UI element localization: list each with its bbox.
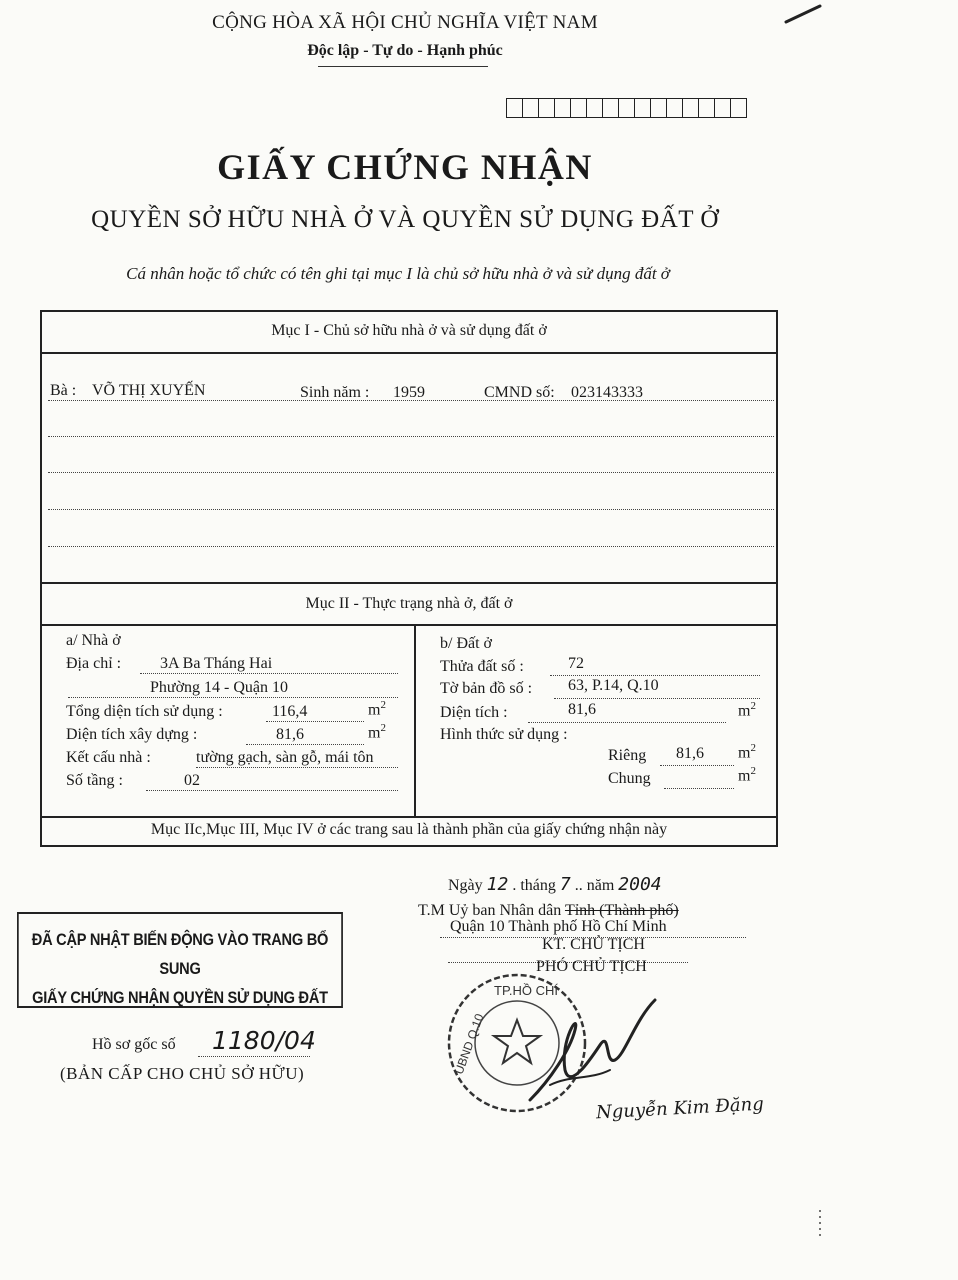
blank-dotted-line	[48, 472, 774, 473]
signer-title-2: PHÓ CHỦ TỊCH	[536, 958, 647, 975]
authority-line1: T.M Uỷ ban Nhân dân Tỉnh (Thành phố)	[418, 902, 679, 919]
address-line2: Phường 14 - Quận 10	[150, 679, 289, 696]
structure-value: tường gạch, sàn gỗ, mái tôn	[196, 749, 374, 766]
motto: Độc lập - Tự do - Hạnh phúc	[307, 42, 503, 59]
update-stamp-line2: GIẤY CHỨNG NHẬN QUYỀN SỬ DỤNG ĐẤT	[32, 987, 328, 1007]
total-area-label: Tổng diện tích sử dụng :	[66, 703, 223, 720]
intro-text: Cá nhân hoặc tổ chức có tên ghi tại mục I là chủ sở hữu nhà ở và sử dụng đất ở	[126, 264, 670, 283]
month-value: 7	[559, 874, 571, 895]
id-label: CMND số:	[484, 384, 555, 401]
total-area-dotted-line	[266, 721, 364, 722]
blank-dotted-line	[48, 546, 774, 547]
built-area-dotted-line	[246, 744, 364, 745]
land-area-value: 81,6	[568, 701, 596, 718]
parcel-dotted-line	[550, 675, 760, 676]
nation-header: CỘNG HÒA XÃ HỘI CHỦ NGHĨA VIỆT NAM	[212, 12, 598, 33]
land-area-dotted-line	[528, 722, 726, 723]
section2-header-rule	[40, 624, 778, 626]
serial-number-boxes	[506, 98, 747, 118]
address2-dotted-line	[68, 697, 398, 698]
seal-text-left: UBND Q.10	[451, 1011, 487, 1077]
day-value: 12	[486, 874, 509, 895]
section2-column-divider	[414, 624, 416, 816]
document-title: GIẤY CHỨNG NHẬN	[217, 147, 593, 187]
month-label: tháng	[520, 877, 556, 894]
file-record-number: 1180/04	[212, 1026, 316, 1055]
house-heading: a/ Nhà ở	[66, 632, 121, 649]
map-sheet-dotted-line	[554, 698, 760, 699]
built-area-unit: $m^2$	[368, 722, 386, 742]
copy-note: (BẢN CẤP CHO CHỦ SỞ HỮU)	[60, 1064, 305, 1083]
pen-mark	[780, 0, 840, 30]
owner-label: Bà :	[50, 382, 77, 399]
parcel-value: 72	[568, 655, 584, 672]
structure-label: Kết cấu nhà :	[66, 749, 151, 766]
date-line: Ngày 12 . tháng 7 .. năm 2004	[448, 874, 662, 895]
floors-value: 02	[184, 772, 200, 789]
floors-label: Số tầng :	[66, 772, 123, 789]
birth-year: 1959	[393, 384, 425, 401]
usage-label: Hình thức sử dụng :	[440, 726, 568, 743]
document-subtitle: QUYỀN SỞ HỮU NHÀ Ở VÀ QUYỀN SỬ DỤNG ĐẤT Ở	[91, 206, 719, 233]
shared-area-unit: $m^2$	[738, 765, 756, 785]
structure-dotted-line	[196, 767, 398, 768]
address-dotted-line	[140, 673, 398, 674]
total-area-value: 116,4	[272, 703, 308, 720]
file-record-label: Hồ sơ gốc số	[92, 1036, 176, 1053]
private-dotted-line	[660, 765, 734, 766]
pen-mark	[810, 1200, 830, 1260]
built-area-value: 81,6	[276, 726, 304, 743]
shared-dotted-line	[664, 788, 734, 789]
authority-line2: Quận 10 Thành phố Hồ Chí Minh	[450, 918, 667, 935]
shared-label: Chung	[608, 770, 651, 787]
map-sheet-label: Tờ bản đồ số :	[440, 680, 533, 697]
signer-title-1: KT. CHỦ TỊCH	[542, 936, 645, 953]
private-area-value: 81,6	[676, 745, 704, 762]
land-area-unit: $m^2$	[738, 700, 756, 720]
built-area-label: Diện tích xây dựng :	[66, 726, 198, 743]
file-record-dotted-line	[198, 1056, 310, 1057]
signer-name: Nguyễn Kim Đặng	[595, 1093, 765, 1124]
seal-text-top: TP.HỒ CHÍ	[494, 983, 559, 998]
section1-header-rule	[40, 352, 778, 354]
address-line1: 3A Ba Tháng Hai	[160, 655, 273, 672]
blank-dotted-line	[48, 436, 774, 437]
land-area-label: Diện tích :	[440, 704, 508, 721]
parcel-label: Thửa đất số :	[440, 658, 524, 675]
private-label: Riêng	[608, 747, 647, 764]
handwritten-signature	[520, 990, 660, 1110]
footer-note-rule	[40, 816, 778, 818]
address-label: Địa chỉ :	[66, 655, 122, 672]
total-area-unit: $m^2$	[368, 699, 386, 719]
birth-label: Sinh năm :	[300, 384, 370, 401]
day-label: Ngày	[448, 877, 483, 894]
year-value: 2004	[618, 874, 662, 895]
section2-top-rule	[40, 582, 778, 584]
footer-note: Mục IIc,Mục III, Mục IV ở các trang sau là thành phần của giấy chứng nhận này	[150, 821, 668, 838]
floors-dotted-line	[146, 790, 398, 791]
private-area-unit: $m^2$	[738, 742, 756, 762]
land-heading: b/ Đất ở	[440, 635, 493, 652]
section2-heading: Mục II - Thực trạng nhà ở, đất ở	[305, 595, 513, 612]
update-stamp	[17, 912, 343, 1008]
section1-heading: Mục I - Chủ sở hữu nhà ở và sử dụng đất ở	[271, 322, 547, 339]
authority-struck-text: Tỉnh (Thành phố)	[564, 902, 679, 919]
blank-dotted-line	[48, 509, 774, 510]
update-stamp-line1: ĐÃ CẬP NHẬT BIẾN ĐỘNG VÀO TRANG BỔ SUNG	[31, 930, 329, 978]
map-sheet-value: 63, P.14, Q.10	[568, 677, 659, 694]
id-number: 023143333	[571, 384, 643, 401]
motto-underline	[318, 66, 488, 67]
year-label: năm	[586, 877, 615, 894]
owner-name: VÕ THỊ XUYẾN	[92, 382, 206, 399]
